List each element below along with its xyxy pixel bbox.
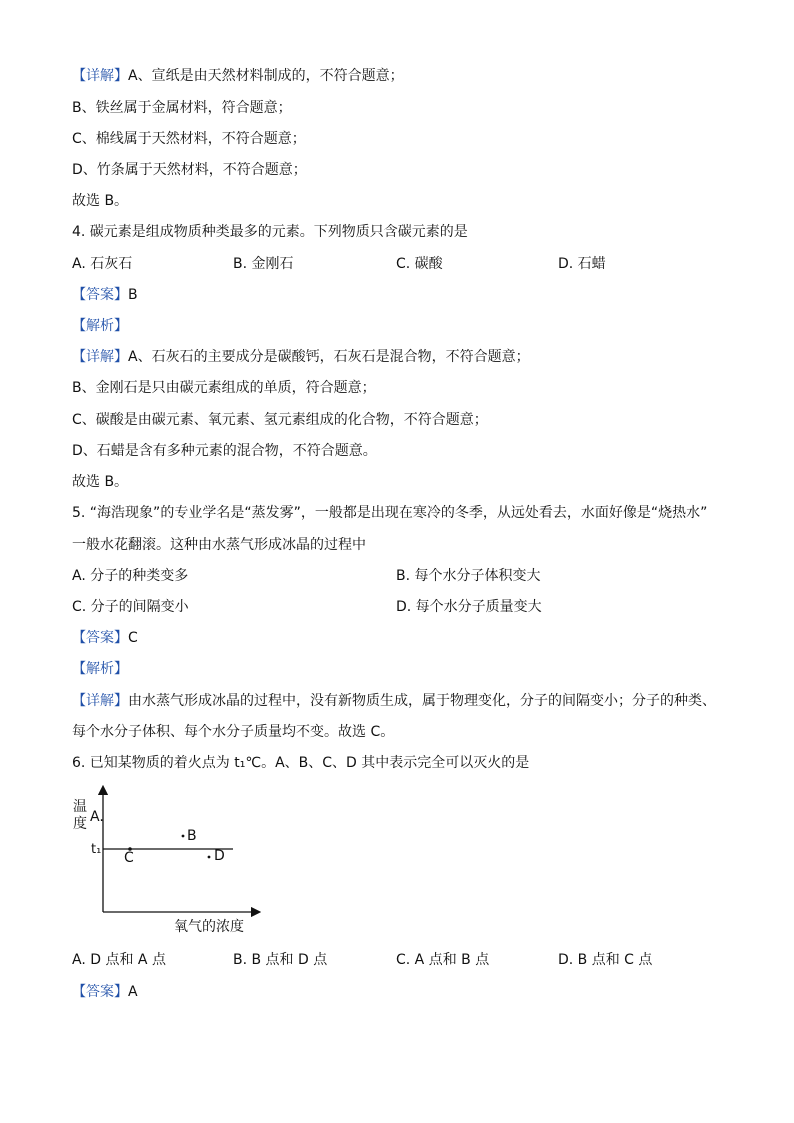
q6-option-d: D. B 点和 C 点 xyxy=(558,952,653,968)
q5-stem-line1: 5. “海浩现象”的专业学名是“蒸发雾”，一般都是出现在寒冷的冬季，从远处看去，水面好像是“烧热水” xyxy=(72,505,708,521)
detail-text: 由水蒸气形成冰晶的过程中，没有新物质生成，属于物理变化，分子的间隔变小；分子的种类、 xyxy=(128,693,716,709)
q6-option-c: C. A 点和 B 点 xyxy=(396,952,490,968)
q6-answer xyxy=(72,982,138,1002)
q4-stem: 4. 碳元素是组成物质种类最多的元素。下列物质只含碳元素的是 xyxy=(72,224,468,240)
q5-option-d: D. 每个水分子质量变大 xyxy=(396,599,542,615)
q4-detail-c: C、碳酸是由碳元素、氧元素、氢元素组成的化合物，不符合题意； xyxy=(72,412,488,428)
q4-option-b: B. 金刚石 xyxy=(233,256,294,272)
detail-text: A、石灰石的主要成分是碳酸钙，石灰石是混合物，不符合题意； xyxy=(128,349,530,365)
point-a-label: A. xyxy=(90,809,104,825)
y-label-1: 温 xyxy=(73,799,87,815)
q4-analysis-tag: 【解析】 xyxy=(72,318,128,334)
answer-tag: 【答案】 xyxy=(72,287,128,303)
detail-tag: 【详解】 xyxy=(72,349,128,365)
detail-tag: 【详解】 xyxy=(72,693,128,709)
answer-value: C xyxy=(128,630,138,646)
q6-option-b: B. B 点和 D 点 xyxy=(233,952,328,968)
q5-answer xyxy=(72,628,138,648)
point-d-dot xyxy=(208,856,211,859)
point-b-dot xyxy=(182,835,185,838)
q4-option-a: A. 石灰石 xyxy=(72,256,133,272)
q6-stem: 6. 已知某物质的着火点为 t₁℃。A、B、C、D 其中表示完全可以灭火的是 xyxy=(72,755,530,771)
answer-value: B xyxy=(128,287,138,303)
q6-graph xyxy=(70,784,270,944)
x-label: 氧气的浓度 xyxy=(174,919,244,935)
answer-value: A xyxy=(128,984,138,1000)
q3-detail-c: C、棉线属于天然材料，不符合题意； xyxy=(72,131,306,147)
q5-detail-line2: 每个水分子体积、每个水分子质量均不变。故选 C。 xyxy=(72,724,395,740)
point-c-label: C xyxy=(124,850,134,866)
q4-detail xyxy=(72,347,530,367)
q3-conclusion: 故选 B。 xyxy=(72,193,129,209)
q5-detail xyxy=(72,691,716,711)
answer-tag: 【答案】 xyxy=(72,984,128,1000)
q4-detail-d: D、石蜡是含有多种元素的混合物，不符合题意。 xyxy=(72,443,377,459)
q5-option-b: B. 每个水分子体积变大 xyxy=(396,568,541,584)
t1-label: t₁ xyxy=(91,842,102,857)
point-b-label: B xyxy=(187,828,197,844)
q4-detail-b: B、金刚石是只由碳元素组成的单质，符合题意； xyxy=(72,380,376,396)
point-d-label: D xyxy=(214,848,225,864)
y-label-2: 度 xyxy=(73,816,87,832)
answer-tag: 【答案】 xyxy=(72,630,128,646)
q4-answer xyxy=(72,285,138,305)
q3-detail-b: B、铁丝属于金属材料，符合题意； xyxy=(72,100,292,116)
q4-option-d: D. 石蜡 xyxy=(558,256,606,272)
q5-option-c: C. 分子的间隔变小 xyxy=(72,599,189,615)
q3-detail xyxy=(72,66,404,86)
q4-conclusion: 故选 B。 xyxy=(72,474,129,490)
q5-stem-line2: 一般水花翻滚。这种由水蒸气形成冰晶的过程中 xyxy=(72,537,366,553)
q4-option-c: C. 碳酸 xyxy=(396,256,443,272)
q5-option-a: A. 分子的种类变多 xyxy=(72,568,189,584)
q5-analysis-tag: 【解析】 xyxy=(72,661,128,677)
detail-text: A、宣纸是由天然材料制成的，不符合题意； xyxy=(128,68,404,84)
q3-detail-d: D、竹条属于天然材料，不符合题意； xyxy=(72,162,307,178)
detail-tag: 【详解】 xyxy=(72,68,128,84)
q6-option-a: A. D 点和 A 点 xyxy=(72,952,166,968)
